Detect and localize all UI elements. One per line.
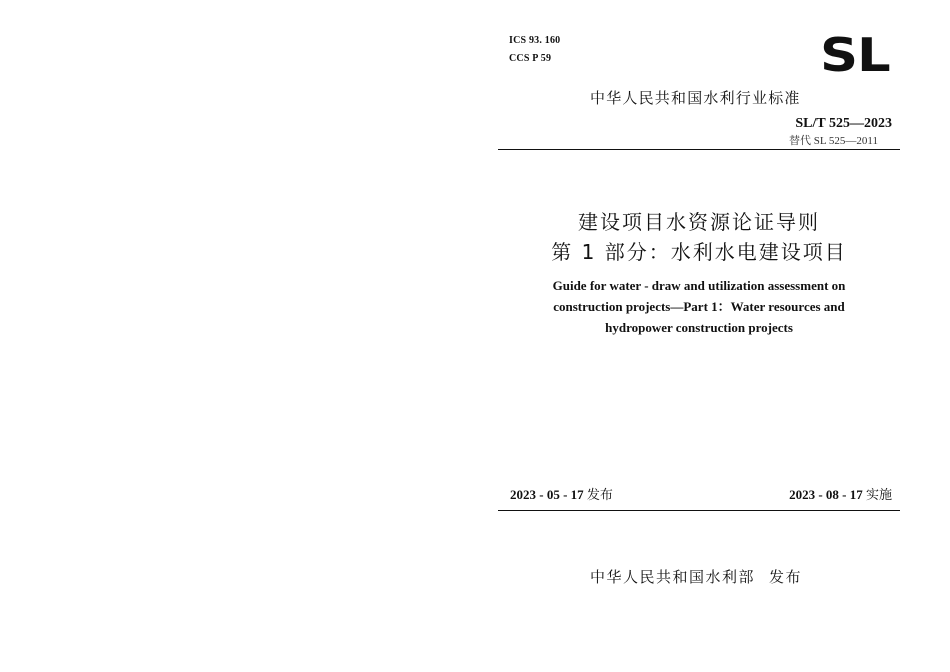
publisher-action: 发布 <box>769 568 803 586</box>
issue-date <box>510 484 613 503</box>
publisher <box>590 566 802 587</box>
title-en <box>498 275 900 338</box>
implementation-date <box>789 484 892 503</box>
title-en-line2: construction projects—Part 1：Water resources and <box>553 299 845 314</box>
implementation-date-suffix: 实施 <box>865 488 892 503</box>
title-cn-line2: 第 1 部分：水利水电建设项目 <box>551 240 847 264</box>
issue-date-suffix: 发布 <box>586 488 613 503</box>
industry-standard-title: 中华人民共和国水利行业标准 <box>590 89 801 107</box>
bottom-divider <box>498 510 900 511</box>
publisher-name: 中华人民共和国水利部 <box>590 568 756 586</box>
replaces-standard: 替代 SL 525—2011 <box>788 135 878 147</box>
sl-logo: SL <box>820 28 890 82</box>
ics-code: ICS 93. 160 <box>509 35 561 46</box>
title-en-line3: hydropower construction projects <box>605 320 793 335</box>
implementation-date-value: 2023 - 08 - 17 <box>789 487 863 502</box>
top-divider <box>498 149 900 150</box>
ccs-code: CCS P 59 <box>509 53 552 64</box>
standard-number: SL/T 525—2023 <box>795 116 892 131</box>
title-en-line1: Guide for water - draw and utilization assessment on <box>552 278 846 293</box>
title-cn-line1: 建设项目水资源论证导则 <box>578 210 820 234</box>
issue-date-value: 2023 - 05 - 17 <box>510 487 584 502</box>
